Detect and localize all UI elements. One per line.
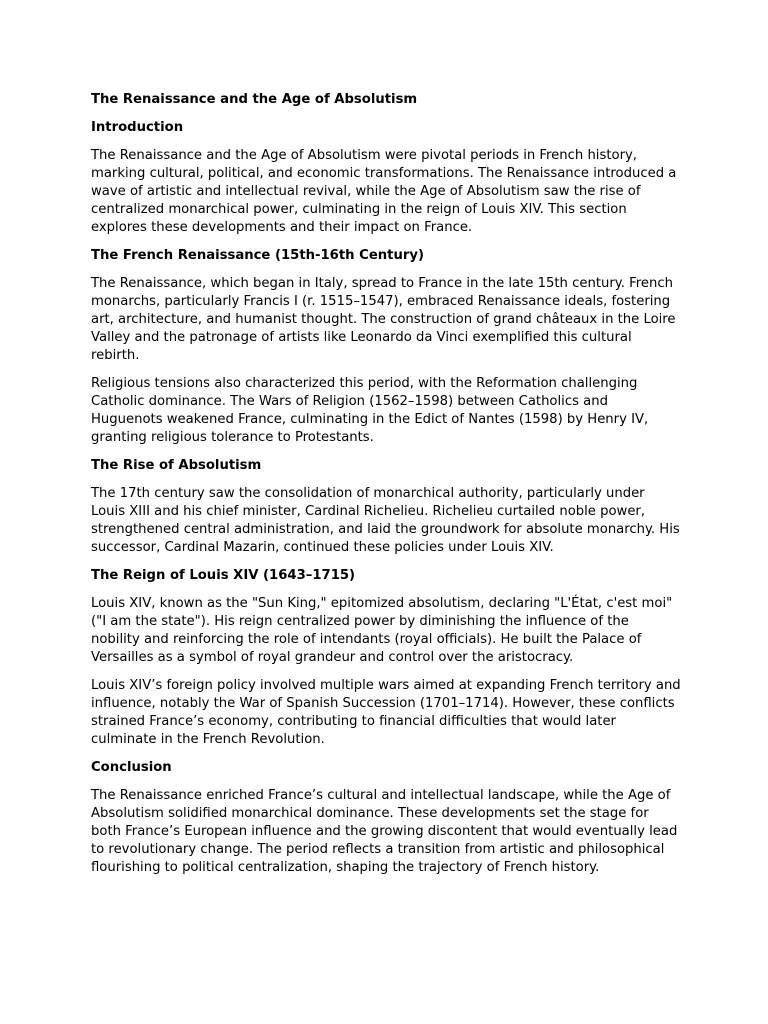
section-heading-conclusion: Conclusion [91,760,172,775]
paragraph-renaissance-2: Religious tensions also characterized this period, with the Reformation challenging Catholic dominance. The Wars of Religion (1562–1598) between Catholics and Huguenots weakened France, culminating in the Edict of Nantes (1598) by Henry IV, granting religious tolerance to Protestants. [91,376,649,445]
section-heading-louis-xiv: The Reign of Louis XIV (1643–1715) [91,568,356,583]
section-heading-french-renaissance: The French Renaissance (15th-16th Century) [91,248,424,263]
paragraph-louis-xiv-2: Louis XIV’s foreign policy involved multiple wars aimed at expanding French territory and influence, notably the War of Spanish Succession (1701–1714). However, these conflicts strained France’s economy, contributing to financial difficulties that would later culminate in the French Revolution. [91,678,681,747]
paragraph-absolutism: The 17th century saw the consolidation of monarchical authority, particularly under Louis XIII and his chief minister, Cardinal Richelieu. Richelieu curtailed noble power, strengthened central administration, and laid the groundwork for absolute monarchy. His successor, Cardinal Mazarin, continued these policies under Louis XIV. [91,486,680,555]
section-heading-rise-of-absolutism: The Rise of Absolutism [91,458,262,473]
paragraph-conclusion: The Renaissance enriched France’s cultural and intellectual landscape, while the Age of Absolutism solidified monarchical dominance. These developments set the stage for both France’s European influence and the growing discontent that would eventually lead to revolutionary change. The period reflects a transition from artistic and philosophical flourishing to political centralization, shaping the trajectory of French history. [91,788,678,875]
document-title: The Renaissance and the Age of Absolutism [91,92,418,107]
section-heading-introduction: Introduction [91,120,184,135]
document-page [91,91,681,887]
paragraph-introduction: The Renaissance and the Age of Absolutism were pivotal periods in French history, marking cultural, political, and economic transformations. The Renaissance introduced a wave of artistic and intellectual revival, while the Age of Absolutism saw the rise of centralized monarchical power, culminating in the reign of Louis XIV. This section explores these developments and their impact on France. [91,148,677,235]
paragraph-renaissance-1: The Renaissance, which began in Italy, spread to France in the late 15th century. French monarchs, particularly Francis I (r. 1515–1547), embraced Renaissance ideals, fostering art, architecture, and humanist thought. The construction of grand châteaux in the Loire Valley and the patronage of artists like Leonardo da Vinci exemplified this cultural rebirth. [91,276,676,363]
paragraph-louis-xiv-1: Louis XIV, known as the "Sun King," epitomized absolutism, declaring "L'État, c'est moi" ("I am the state"). His reign centralized power by diminishing the influence of the nobility and reinforcing the role of intendants (royal officials). He built the Palace of Versailles as a symbol of royal grandeur and control over the aristocracy. [91,596,673,665]
